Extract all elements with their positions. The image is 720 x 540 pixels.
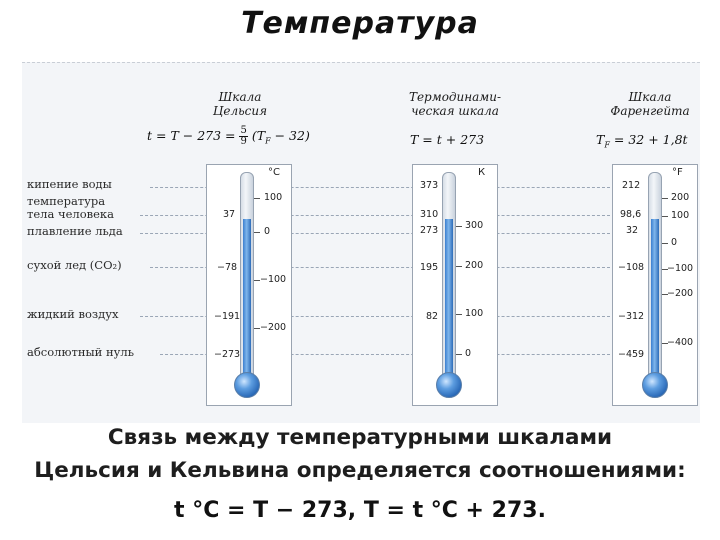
fahrenheit-unit: °F [672, 167, 683, 178]
fahrenheit-value: −459 [618, 349, 645, 360]
celsius-formula [147, 126, 310, 147]
kelvin-value: 273 [420, 225, 439, 236]
celsius-tick-label: −100 [260, 274, 287, 285]
kelvin-heading-line1: Термодинами- [408, 90, 502, 104]
fahrenheit-value: −312 [618, 311, 645, 322]
row-label-temperature: температура [27, 194, 106, 208]
fraction-denominator: 9 [240, 136, 247, 147]
row-label-absolute-zero: абсолютный нуль [27, 345, 134, 359]
fahrenheit-liquid [651, 219, 659, 382]
celsius-liquid [243, 219, 251, 382]
celsius-formula-end: − 32) [270, 128, 310, 143]
celsius-value: −78 [217, 262, 238, 273]
fahrenheit-formula-left: T [596, 132, 605, 147]
celsius-tick [254, 232, 260, 233]
celsius-formula-subscript: F [265, 136, 271, 146]
fahrenheit-formula-right: = 32 + 1,8t [609, 132, 688, 147]
celsius-unit: °C [268, 167, 280, 178]
celsius-tick-label: 0 [264, 226, 271, 237]
fraction-numerator: 5 [240, 125, 247, 136]
fahrenheit-formula [596, 132, 688, 150]
celsius-value: 37 [223, 209, 236, 220]
fahrenheit-tick-label: 100 [671, 210, 690, 221]
celsius-heading-line1: Шкала [218, 90, 262, 104]
kelvin-value: 195 [420, 262, 439, 273]
kelvin-tick-label: 300 [465, 220, 484, 231]
celsius-formula-right: (T [251, 128, 266, 143]
row-label-melting: плавление льда [27, 224, 123, 238]
kelvin-tick [456, 314, 462, 315]
kelvin-value: 373 [420, 180, 439, 191]
kelvin-liquid [445, 219, 453, 382]
row-label-body: тела человека [27, 207, 114, 221]
fahrenheit-tick-label: −200 [667, 288, 694, 299]
kelvin-formula: T = t + 273 [410, 132, 485, 147]
celsius-bulb [234, 372, 260, 398]
kelvin-tick-label: 0 [465, 348, 472, 359]
kelvin-tick [456, 354, 462, 355]
row-label-liquid-air: жидкий воздух [27, 307, 119, 321]
kelvin-tick-label: 200 [465, 260, 484, 271]
celsius-tick-label: 100 [264, 192, 283, 203]
slide-title: Температура [241, 6, 479, 41]
fahrenheit-bulb [642, 372, 668, 398]
fahrenheit-tick [662, 198, 668, 199]
fahrenheit-tick-label: −400 [667, 337, 694, 348]
kelvin-tick [456, 266, 462, 267]
kelvin-value: 310 [420, 209, 439, 220]
fahrenheit-tick [662, 243, 668, 244]
fahrenheit-formula-subscript: F [604, 140, 610, 150]
fahrenheit-tick [662, 216, 668, 217]
celsius-formula-left: t = T − 273 = [147, 128, 240, 143]
celsius-value: −273 [214, 349, 241, 360]
fahrenheit-tick-label: −100 [667, 263, 694, 274]
fahrenheit-tick-label: 200 [671, 192, 690, 203]
kelvin-scale-heading [385, 90, 525, 118]
caption-line-2: Цельсия и Кельвина определяется соотношениями: [34, 458, 686, 483]
fahrenheit-heading-line2: Фаренгейта [610, 104, 690, 118]
kelvin-bulb [436, 372, 462, 398]
fahrenheit-tick-label: 0 [671, 237, 678, 248]
fahrenheit-value: −108 [618, 262, 645, 273]
caption-line-1: Связь между температурными шкалами [107, 425, 613, 450]
kelvin-unit: К [478, 167, 486, 178]
kelvin-tick-label: 100 [465, 308, 484, 319]
thermometer-diagram [22, 62, 700, 423]
fahrenheit-value: 98,6 [620, 209, 642, 220]
celsius-tick-label: −200 [260, 322, 287, 333]
kelvin-value: 82 [426, 311, 439, 322]
fahrenheit-scale-heading [600, 90, 700, 118]
fahrenheit-value: 212 [622, 180, 641, 191]
kelvin-tick [456, 226, 462, 227]
row-label-boiling: кипение воды [27, 177, 112, 191]
celsius-value: −191 [214, 311, 241, 322]
row-label-dry-ice: сухой лед (CO₂) [27, 258, 122, 272]
celsius-kelvin-relation-formula: t °C = T − 273, T = t °C + 273. [174, 498, 546, 523]
fahrenheit-value: 32 [626, 225, 639, 236]
kelvin-heading-line2: ческая шкала [411, 104, 499, 118]
fahrenheit-heading-line1: Шкала [628, 90, 672, 104]
celsius-heading-line2: Цельсия [212, 104, 268, 118]
celsius-tick [254, 198, 260, 199]
five-ninths-fraction [239, 126, 247, 147]
celsius-scale-heading [200, 90, 280, 118]
